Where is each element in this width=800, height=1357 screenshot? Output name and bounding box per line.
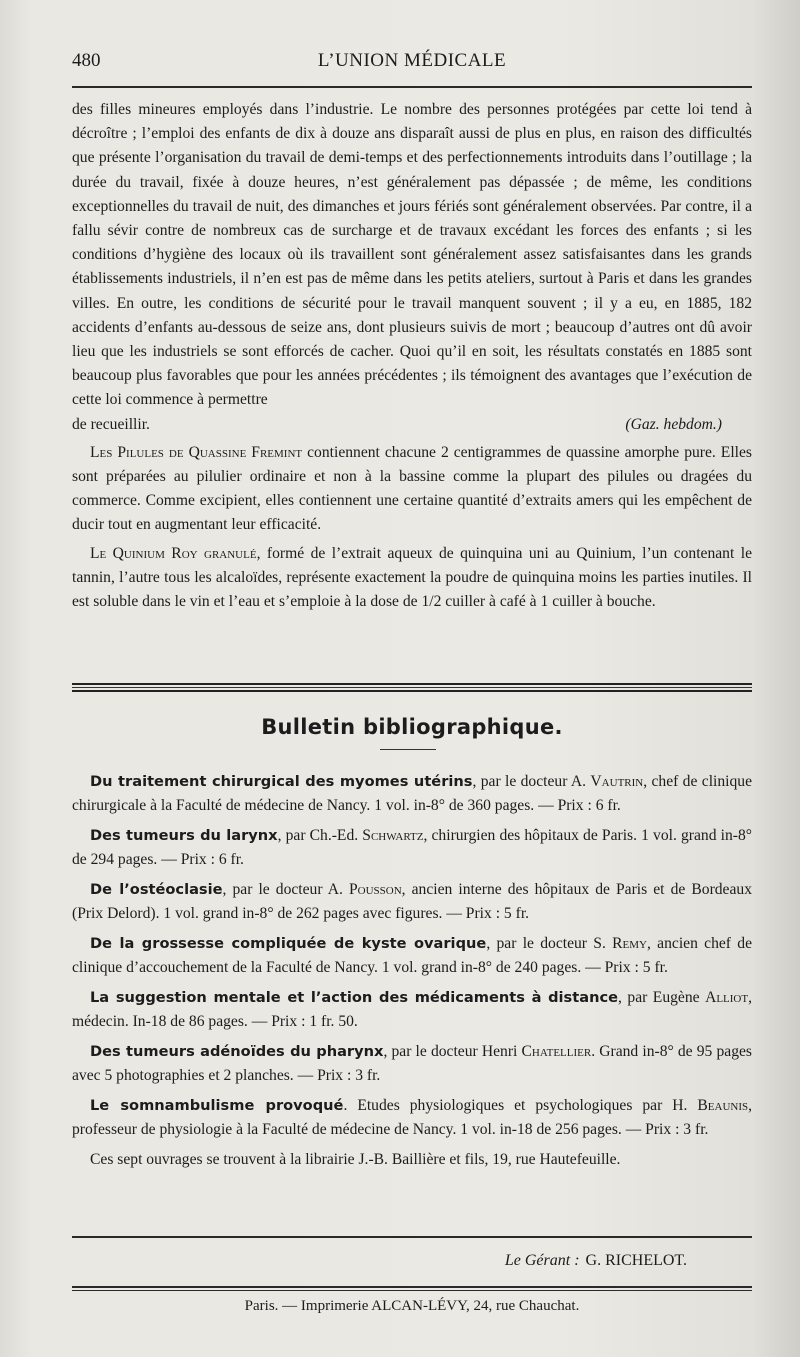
entry-text: , chef de clinique chirurgicale à la Faculté de médecine de Nancy. 1 vol. in-8° de 360 pages. — Prix : 6 fr. (72, 773, 752, 814)
section-title: Bulletin bibliographique. (261, 715, 563, 739)
footer-rule-top (72, 1236, 752, 1238)
signature (72, 1252, 687, 1270)
quinium-product-name: Le Quinium Roy granulé (90, 544, 257, 562)
entry-text: . Etudes physiologiques et psychologiques par H. (343, 1097, 698, 1114)
article-paragraph: des filles mineures employés dans l’industrie. Le nombre des personnes protégées par cette loi tend à décroître ; l’emploi des enfants de dix à douze ans disparaît aussi de plus en plus, en raison des difficultés que présente l’organisation du travail de demi-temps et des perfectionnements introduits dans l’outillage ; la durée du travail, fixée à douze heures, n’est généralement pas dépassée ; de même, les conditions exceptionnelles du travail de nuit, des dimanches et jours fériés sont généralement observées. Par contre, il a fallu sévir contre de nombreux cas de surcharge et de travaux excédant les forces des enfants ; si les conditions d’hygiène des locaux où ils travaillent sont généralement assez satisfaisantes dans les grands établissements industriels, il n’en est pas de même dans les petits ateliers, surtout à Paris et dans les grandes villes. En outre, les conditions de sécurité pour le travail manquent souvent ; il y a eu, en 1885, 182 accidents d’enfants au-dessous de seize ans, dont plusieurs suivis de mort ; beaucoup d’autres ont dû avoir lieu que les industriels se sont efforcés de cacher. Quoi qu’il en soit, les résultats constatés en 1885 sont beaucoup plus favorables que pour les années précédentes ; ils témoignent des avantages que l’exécution de cette loi commence à permettre (72, 101, 752, 409)
quassine-paragraph (72, 441, 752, 538)
bibliography-entry (72, 932, 752, 980)
entry-author: Pousson (348, 881, 402, 898)
entry-text: , par le docteur S. (486, 935, 613, 952)
gerant-name: G. RICHELOT. (585, 1252, 687, 1269)
title-underline (380, 749, 436, 750)
entry-title: De l’ostéoclasie (90, 881, 223, 898)
bibliography-entry (72, 1094, 752, 1142)
entry-title: Des tumeurs du larynx (90, 827, 278, 844)
bibliography-entry (72, 986, 752, 1034)
bibliography-list (72, 770, 752, 1178)
entry-author: Beaunis (697, 1097, 749, 1114)
article-paragraph-end-text: de recueillir. (72, 415, 150, 433)
entry-text: , par Ch.-Ed. (277, 827, 363, 844)
entry-text: , ancien chef de clinique d’accouchement de la Faculté de Nancy. 1 vol. grand in-8° de 240 pages. — Prix : 5 fr. (72, 935, 752, 976)
entry-author: Vautrin (590, 773, 644, 790)
page-header (72, 44, 752, 80)
entry-text: , par le docteur Henri (383, 1043, 522, 1060)
quassine-product-name: Les Pilules de Quassine Fremint (90, 443, 303, 461)
header-rule (72, 86, 752, 88)
article-source: (Gaz. hebdom.) (625, 415, 722, 433)
entry-author: Alliot (705, 989, 749, 1006)
entry-text: , chirurgien des hôpitaux de Paris. 1 vol. grand in-8° de 294 pages. — Prix : 6 fr. (72, 827, 752, 868)
footer-rule-bottom (72, 1286, 752, 1288)
entry-text: , par le docteur A. (222, 881, 349, 898)
bibliography-entry (72, 824, 752, 872)
printer-imprint: Paris. — Imprimerie ALCAN-LÉVY, 24, rue Chauchat. (244, 1298, 580, 1314)
entry-text: . Grand in-8° de 95 pages avec 5 photographies et 2 planches. — Prix : 3 fr. (72, 1043, 752, 1084)
quassine-text: contiennent chacune 2 centigrammes de quassine amorphe pure. Elles sont préparées au pilulier ordinaire et non à la bassine comme la plupart des pilules ou dragées du commerce. Comme excipient, elles contiennent une certaine quantité d’extraits amers qui les empêchent de ducir tout en augmentant leur efficacité. (72, 443, 752, 534)
entry-text: , médecin. In-18 de 86 pages. — Prix : 1 fr. 50. (72, 989, 752, 1030)
entry-text: , par Eugène (618, 989, 706, 1006)
entry-author: Chatellier (521, 1043, 592, 1060)
gerant-label: Le Gérant : (504, 1252, 580, 1269)
article-paragraph-end (72, 413, 752, 437)
journal-title: L’UNION MÉDICALE (317, 50, 507, 71)
entry-title: Des tumeurs adénoïdes du pharynx (90, 1043, 384, 1060)
entry-author: Schwartz (362, 827, 424, 844)
bibliography-closing: Ces sept ouvrages se trouvent à la librairie J.-B. Baillière et fils, 19, rue Hautefeuille. (90, 1151, 621, 1168)
section-divider (72, 683, 752, 692)
bibliography-entry (72, 770, 752, 818)
quinium-paragraph (72, 542, 752, 615)
entry-title: De la grossesse compliquée de kyste ovarique (90, 935, 487, 952)
entry-author: Remy (612, 935, 647, 952)
entry-title: Du traitement chirurgical des myomes utérins (90, 773, 473, 790)
bibliography-entry (72, 1040, 752, 1088)
entry-title: Le somnambulisme provoqué (90, 1097, 344, 1114)
entry-text: , ancien interne des hôpitaux de Paris et de Bordeaux (Prix Delord). 1 vol. grand in-8° de 262 pages avec figures. — Prix : 5 fr. (72, 881, 752, 922)
bibliography-entry (72, 878, 752, 926)
article-body (72, 98, 752, 614)
page-number: 480 (72, 50, 101, 71)
entry-text: , par le docteur A. (472, 773, 591, 790)
footer-rule-bottom-thin (72, 1290, 752, 1291)
entry-text: , professeur de physiologie à la Faculté de médecine de Nancy. 1 vol. in-18 de 256 pages. — Prix : 3 fr. (72, 1097, 753, 1138)
entry-title: La suggestion mentale et l’action des médicaments à distance (90, 989, 619, 1006)
quinium-text: , formé de l’extrait aqueux de quinquina uni au Quinium, l’un contenant le tannin, l’autre tous les alcaloïdes, représente exactement la poudre de quinquina moins les parties inutiles. Il est soluble dans le vin et l’eau et s’emploie à la dose de 1/2 cuiller à café à 1 cuiller à bouche. (72, 544, 752, 611)
